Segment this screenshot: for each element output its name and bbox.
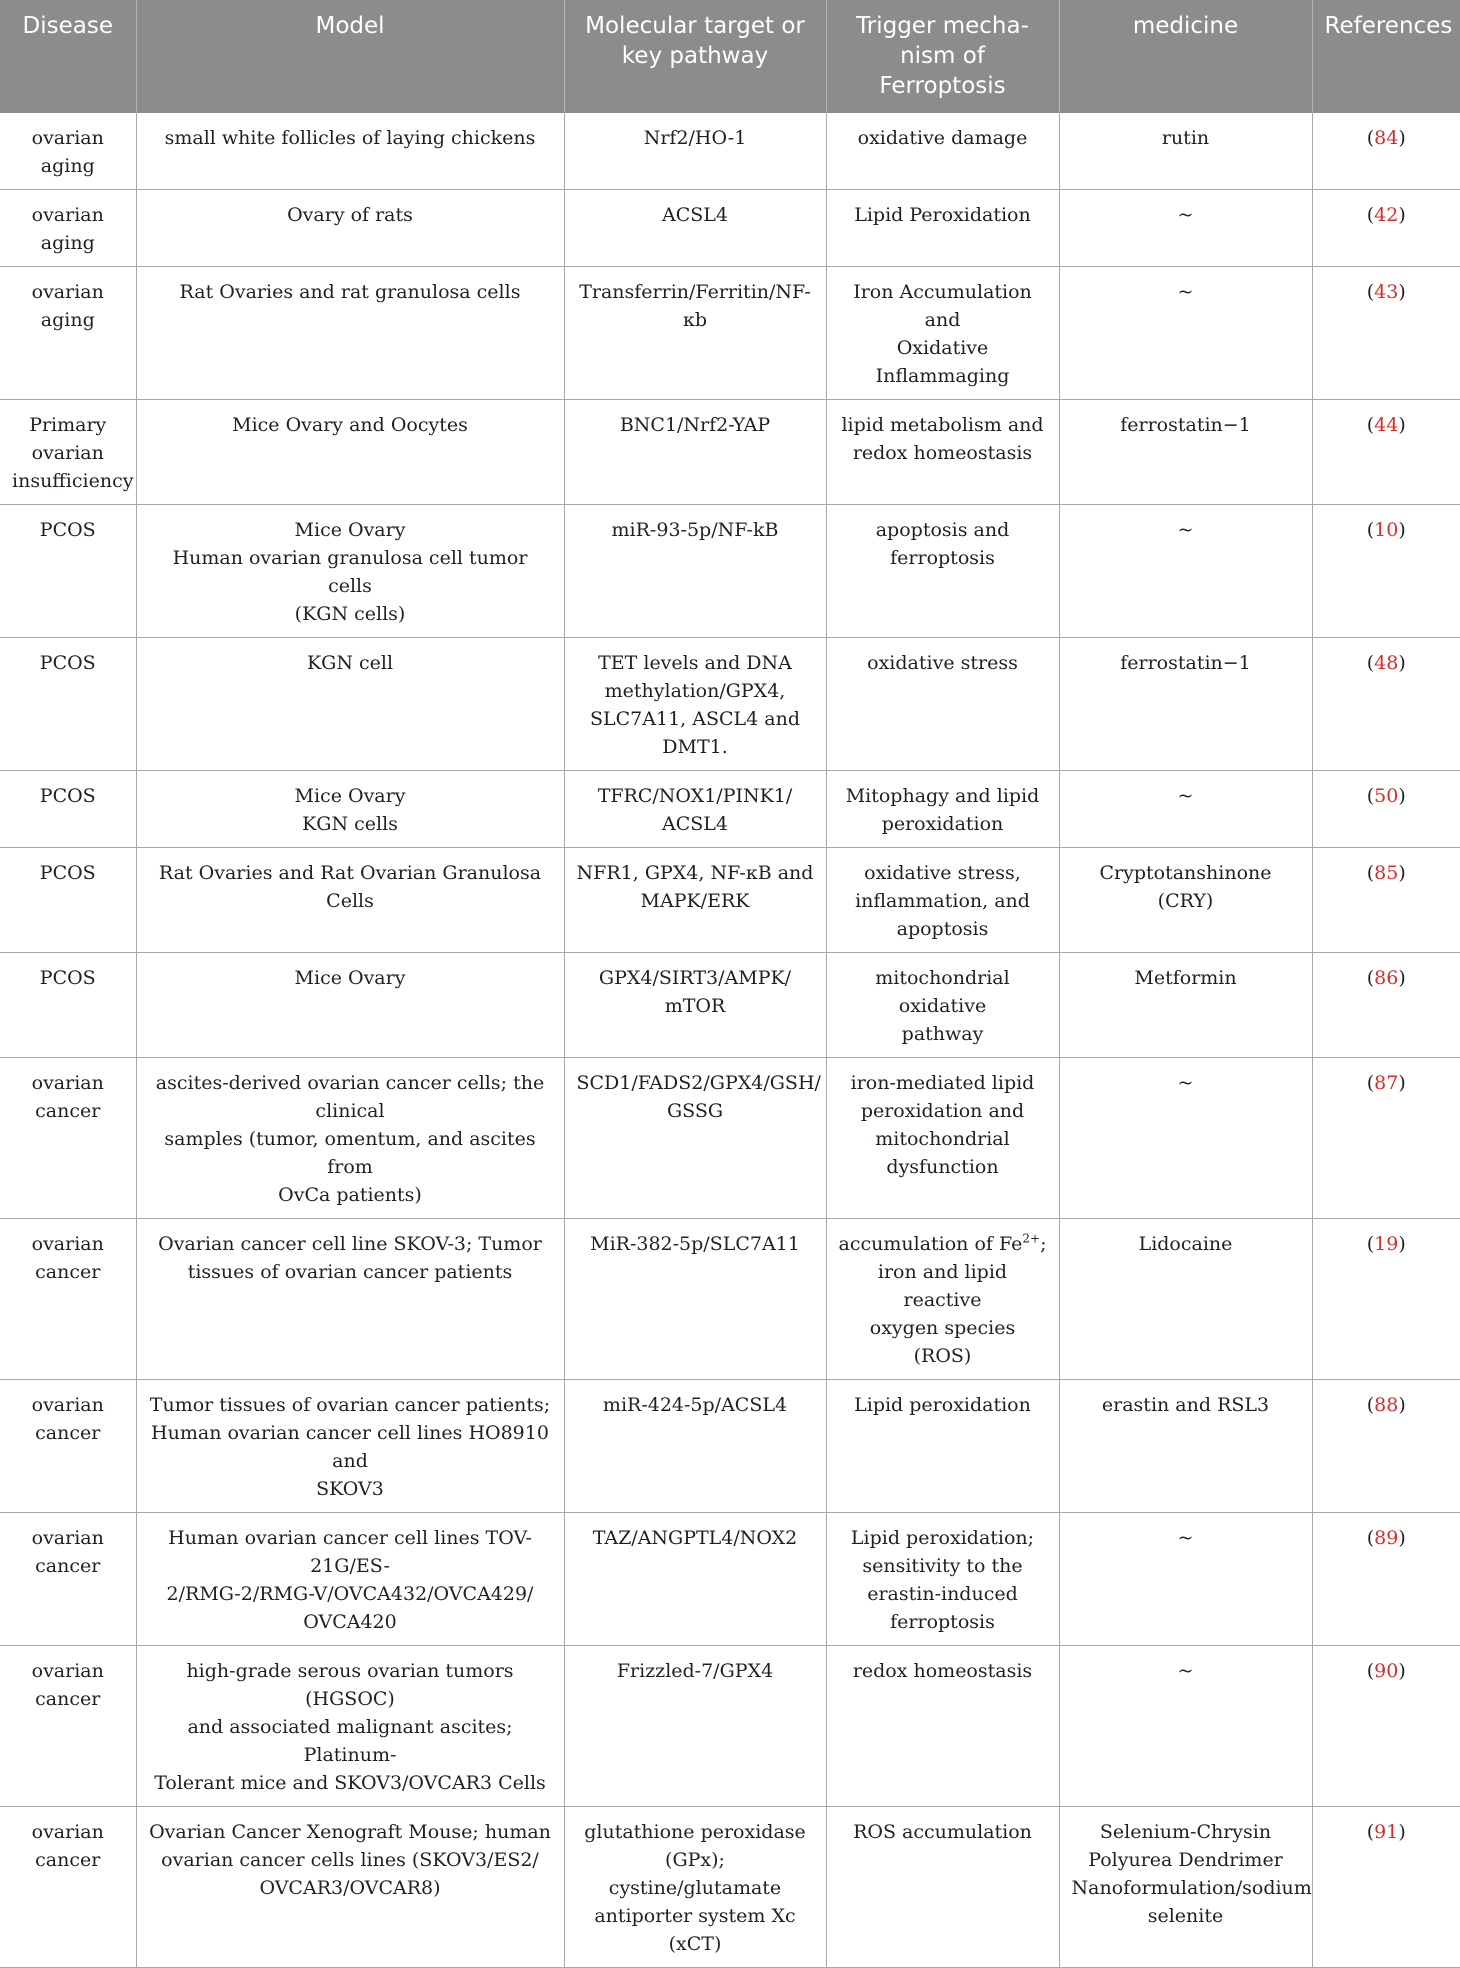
- reference-cell: [1312, 190, 1460, 267]
- trigger-cell-line: Iron Accumulation and: [853, 281, 1032, 331]
- model-cell-line: SKOV3: [316, 1478, 384, 1500]
- model-cell-line: OVCAR3/OVCAR8): [259, 1877, 441, 1899]
- medicine-cell-line: erastin and RSL3: [1101, 1394, 1270, 1416]
- disease-cell: [0, 505, 136, 638]
- paren: ): [1398, 204, 1406, 226]
- disease-cell: [0, 953, 136, 1058]
- disease-cell-line: aging: [40, 155, 95, 177]
- reference-cell: [1312, 1513, 1460, 1646]
- trigger-cell-line: sensitivity to the: [862, 1555, 1023, 1577]
- trigger-cell: [826, 1807, 1059, 1968]
- target-cell-line: Transferrin/Ferritin/NF-κb: [579, 281, 811, 331]
- target-cell: [564, 113, 826, 190]
- table-row: [0, 113, 1460, 190]
- reference-cell: [1312, 953, 1460, 1058]
- trigger-cell: [826, 113, 1059, 190]
- target-cell-line: Frizzled-7/GPX4: [616, 1660, 774, 1682]
- disease-cell-line: PCOS: [39, 652, 96, 674]
- target-cell-line: DMT1.: [662, 736, 728, 758]
- reference-link[interactable]: 91: [1374, 1821, 1399, 1843]
- disease-cell: [0, 1513, 136, 1646]
- medicine-cell-line: rutin: [1161, 127, 1210, 149]
- model-cell-line: KGN cells: [302, 813, 398, 835]
- reference-cell: [1312, 1646, 1460, 1807]
- header-references: References: [1312, 0, 1460, 113]
- medicine-cell: [1059, 1380, 1312, 1513]
- model-cell-line: Rat Ovaries and Rat Ovarian Granulosa Cells: [158, 862, 542, 912]
- medicine-cell-line: selenite: [1147, 1905, 1224, 1927]
- table-row: [0, 400, 1460, 505]
- reference-cell: [1312, 400, 1460, 505]
- disease-cell: [0, 638, 136, 771]
- model-cell: [136, 1380, 564, 1513]
- model-cell-line: Mice Ovary: [294, 519, 406, 541]
- paren: (: [1366, 414, 1375, 436]
- disease-cell: [0, 1646, 136, 1807]
- medicine-cell-line: Metformin: [1134, 967, 1237, 989]
- disease-cell: [0, 267, 136, 400]
- table-row: [0, 848, 1460, 953]
- model-cell-line: OvCa patients): [278, 1184, 422, 1206]
- target-cell: [564, 848, 826, 953]
- reference-cell: [1312, 1807, 1460, 1968]
- paren: ): [1398, 281, 1406, 303]
- header-trigger-line: Trigger mecha-: [856, 13, 1029, 39]
- paren: ): [1398, 967, 1406, 989]
- trigger-cell-line: Oxidative: [896, 337, 989, 359]
- model-cell: [136, 771, 564, 848]
- model-cell-line: Ovary of rats: [287, 204, 413, 226]
- medicine-cell-line: ferrostatin−1: [1120, 652, 1251, 674]
- trigger-cell: [826, 505, 1059, 638]
- disease-cell-line: PCOS: [39, 519, 96, 541]
- paren: ): [1398, 414, 1406, 436]
- reference-cell: [1312, 1219, 1460, 1380]
- header-molecular-line: key pathway: [621, 43, 769, 69]
- target-cell: [564, 1646, 826, 1807]
- disease-cell-line: ovarian: [31, 442, 104, 464]
- disease-cell-line: cancer: [35, 1849, 101, 1871]
- reference-link[interactable]: 19: [1374, 1233, 1399, 1255]
- medicine-cell: [1059, 505, 1312, 638]
- disease-cell-line: cancer: [35, 1555, 101, 1577]
- medicine-cell-line: ~: [1177, 1072, 1194, 1094]
- paren: (: [1366, 862, 1375, 884]
- target-cell: [564, 190, 826, 267]
- medicine-cell: [1059, 1646, 1312, 1807]
- disease-cell-line: PCOS: [39, 967, 96, 989]
- medicine-cell: [1059, 190, 1312, 267]
- header-molecular-target: [564, 0, 826, 113]
- disease-cell-line: PCOS: [39, 862, 96, 884]
- medicine-cell-line: Lidocaine: [1138, 1233, 1233, 1255]
- paren: ): [1398, 127, 1406, 149]
- paren: (: [1366, 519, 1375, 541]
- trigger-cell: [826, 953, 1059, 1058]
- header-row: [0, 0, 1460, 113]
- table-row: [0, 1646, 1460, 1807]
- model-cell-line: Human ovarian cancer cell lines HO8910 and: [151, 1422, 549, 1472]
- paren: (: [1366, 1527, 1375, 1549]
- disease-cell-line: ovarian: [31, 1660, 104, 1682]
- target-cell-line: BNC1/Nrf2-YAP: [619, 414, 771, 436]
- trigger-cell-line: redox homeostasis: [852, 442, 1033, 464]
- paren: ): [1398, 1527, 1406, 1549]
- target-cell: [564, 771, 826, 848]
- reference-link[interactable]: 84: [1374, 127, 1399, 149]
- disease-cell: [0, 113, 136, 190]
- disease-cell-line: ovarian: [31, 281, 104, 303]
- model-cell-line: ovarian cancer cells lines (SKOV3/ES2/: [161, 1849, 539, 1871]
- model-cell-line: Ovarian cancer cell line SKOV-3; Tumor: [158, 1233, 542, 1255]
- disease-cell-line: insufficiency: [12, 470, 134, 492]
- model-cell-line: KGN cell: [306, 652, 394, 674]
- trigger-cell: [826, 771, 1059, 848]
- trigger-cell-line: oxidative damage: [857, 127, 1028, 149]
- trigger-cell-line: Lipid peroxidation: [854, 1394, 1031, 1416]
- medicine-cell-line: ferrostatin−1: [1120, 414, 1251, 436]
- disease-cell-line: ovarian: [31, 1821, 104, 1843]
- medicine-cell-line: Selenium-Chrysin: [1099, 1821, 1272, 1843]
- model-cell-line: Rat Ovaries and rat granulosa cells: [179, 281, 521, 303]
- reference-cell: [1312, 113, 1460, 190]
- header-disease: Disease: [0, 0, 136, 113]
- trigger-text: accumulation of Fe: [838, 1233, 1023, 1255]
- reference-link[interactable]: 85: [1374, 862, 1399, 884]
- target-cell-line: (xCT): [668, 1933, 722, 1955]
- disease-cell-line: Primary: [29, 414, 107, 436]
- model-cell: [136, 113, 564, 190]
- table-row: [0, 190, 1460, 267]
- header-model: Model: [136, 0, 564, 113]
- disease-cell: [0, 771, 136, 848]
- trigger-cell-line: peroxidation and: [860, 1100, 1025, 1122]
- model-cell-line: small white follicles of laying chickens: [164, 127, 536, 149]
- target-cell-line: ACSL4: [662, 813, 728, 835]
- model-cell-line: Human ovarian granulosa cell tumor cells: [172, 547, 528, 597]
- target-cell: [564, 1219, 826, 1380]
- model-cell-line: ascites-derived ovarian cancer cells; the clinical: [155, 1072, 545, 1122]
- header-trigger-line: Ferroptosis: [879, 73, 1006, 99]
- table-header: [0, 0, 1460, 113]
- paren: (: [1366, 281, 1375, 303]
- model-cell-line: Tolerant mice and SKOV3/OVCAR3 Cells: [154, 1772, 546, 1794]
- medicine-cell-line: ~: [1177, 1527, 1194, 1549]
- header-medicine: medicine: [1059, 0, 1312, 113]
- medicine-cell: [1059, 1807, 1312, 1968]
- disease-cell-line: ovarian: [31, 1527, 104, 1549]
- reference-link[interactable]: 50: [1374, 785, 1399, 807]
- target-cell-line: NFR1, GPX4, NF-κB and: [576, 862, 814, 884]
- trigger-cell: [826, 1646, 1059, 1807]
- reference-link[interactable]: 43: [1374, 281, 1399, 303]
- paren: ): [1398, 519, 1406, 541]
- model-cell: [136, 1219, 564, 1380]
- reference-link[interactable]: 86: [1374, 967, 1399, 989]
- model-cell: [136, 638, 564, 771]
- medicine-cell: [1059, 953, 1312, 1058]
- model-cell: [136, 1807, 564, 1968]
- model-cell-line: Mice Ovary: [294, 785, 406, 807]
- table-row: [0, 1807, 1460, 1968]
- model-cell-line: OVCA420: [303, 1611, 397, 1633]
- table-row: [0, 953, 1460, 1058]
- disease-cell: [0, 1219, 136, 1380]
- target-cell: [564, 1807, 826, 1968]
- trigger-text: ;: [1040, 1233, 1047, 1255]
- medicine-cell-line: ~: [1177, 204, 1194, 226]
- trigger-cell: [826, 848, 1059, 953]
- target-cell-line: TET levels and DNA: [598, 652, 792, 674]
- disease-cell-line: ovarian: [31, 1072, 104, 1094]
- disease-cell-line: aging: [40, 232, 95, 254]
- model-cell-line: Human ovarian cancer cell lines TOV-21G/ES-: [168, 1527, 532, 1577]
- paren: ): [1398, 1394, 1406, 1416]
- medicine-cell: [1059, 638, 1312, 771]
- target-cell: [564, 1380, 826, 1513]
- disease-cell: [0, 848, 136, 953]
- model-cell: [136, 505, 564, 638]
- table-row: [0, 1380, 1460, 1513]
- trigger-cell-line: apoptosis: [896, 918, 989, 940]
- table-row: [0, 1058, 1460, 1219]
- trigger-cell-line: Lipid peroxidation;: [850, 1527, 1035, 1549]
- trigger-cell-line: Lipid Peroxidation: [854, 204, 1031, 226]
- disease-cell-line: cancer: [35, 1261, 101, 1283]
- medicine-cell-line: ~: [1177, 1660, 1194, 1682]
- model-cell-line: tissues of ovarian cancer patients: [187, 1261, 513, 1283]
- target-cell: [564, 400, 826, 505]
- target-cell-line: ACSL4: [662, 204, 728, 226]
- trigger-cell-line: ferroptosis: [890, 547, 995, 569]
- table-row: [0, 638, 1460, 771]
- disease-cell: [0, 1380, 136, 1513]
- paren: (: [1366, 1233, 1375, 1255]
- model-cell-line: Mice Ovary and Oocytes: [232, 414, 468, 436]
- disease-cell-line: ovarian: [31, 1394, 104, 1416]
- target-cell-line: methylation/GPX4,: [604, 680, 786, 702]
- target-cell-line: glutathione peroxidase: [584, 1821, 806, 1843]
- medicine-cell: [1059, 113, 1312, 190]
- trigger-cell-line: dysfunction: [886, 1156, 999, 1178]
- target-cell-line: Nrf2/HO-1: [643, 127, 747, 149]
- reference-cell: [1312, 848, 1460, 953]
- paren: ): [1398, 785, 1406, 807]
- header-molecular-line: Molecular target or: [585, 13, 805, 39]
- reference-link[interactable]: 42: [1374, 204, 1399, 226]
- reference-link[interactable]: 10: [1374, 519, 1399, 541]
- model-cell: [136, 1513, 564, 1646]
- paren: ): [1398, 1660, 1406, 1682]
- paren: (: [1366, 1394, 1375, 1416]
- model-cell-line: 2/RMG-2/RMG-V/OVCA432/OVCA429/: [166, 1583, 534, 1605]
- trigger-cell: [826, 1513, 1059, 1646]
- trigger-cell: [826, 190, 1059, 267]
- paren: ): [1398, 652, 1406, 674]
- trigger-cell-line: redox homeostasis: [852, 1660, 1033, 1682]
- medicine-cell: [1059, 848, 1312, 953]
- disease-cell-line: ovarian: [31, 204, 104, 226]
- medicine-cell: [1059, 1219, 1312, 1380]
- disease-cell: [0, 1807, 136, 1968]
- medicine-cell-line: Polyurea Dendrimer: [1088, 1849, 1283, 1871]
- trigger-cell-line: oxygen species (ROS): [869, 1317, 1016, 1367]
- trigger-cell-line: iron-mediated lipid: [850, 1072, 1035, 1094]
- trigger-cell-line: inflammation, and: [855, 890, 1030, 912]
- disease-cell-line: ovarian: [31, 127, 104, 149]
- medicine-cell-line: ~: [1177, 281, 1194, 303]
- reference-cell: [1312, 1058, 1460, 1219]
- trigger-cell-line: [839, 1230, 1047, 1258]
- trigger-cell: [826, 1380, 1059, 1513]
- trigger-cell-line: mitochondrial: [875, 1128, 1010, 1150]
- trigger-cell-line: mitochondrial oxidative: [875, 967, 1010, 1017]
- paren: (: [1366, 1660, 1375, 1682]
- target-cell-line: GSSG: [666, 1100, 724, 1122]
- trigger-cell-line: pathway: [901, 1023, 984, 1045]
- table-row: [0, 1513, 1460, 1646]
- model-cell-line: (KGN cells): [294, 603, 406, 625]
- trigger-cell-line: ROS accumulation: [853, 1821, 1032, 1843]
- medicine-cell: [1059, 1513, 1312, 1646]
- paren: (: [1366, 967, 1375, 989]
- trigger-cell: [826, 638, 1059, 771]
- model-cell-line: high-grade serous ovarian tumors (HGSOC): [186, 1660, 514, 1710]
- trigger-cell-line: iron and lipid reactive: [877, 1261, 1008, 1311]
- trigger-cell-line: apoptosis and: [875, 519, 1010, 541]
- table-row: [0, 1219, 1460, 1380]
- target-cell-line: SLC7A11, ASCL4 and: [590, 708, 800, 730]
- target-cell-line: MiR-382-5p/SLC7A11: [590, 1233, 800, 1255]
- disease-cell-line: cancer: [35, 1100, 101, 1122]
- paren: ): [1398, 1072, 1406, 1094]
- trigger-cell-line: ferroptosis: [890, 1611, 995, 1633]
- medicine-cell: [1059, 400, 1312, 505]
- medicine-cell: [1059, 771, 1312, 848]
- trigger-cell: [826, 267, 1059, 400]
- target-cell-line: TAZ/ANGPTL4/NOX2: [592, 1527, 798, 1549]
- reference-link[interactable]: 87: [1374, 1072, 1399, 1094]
- target-cell-line: SCD1/FADS2/GPX4/GSH/: [576, 1072, 821, 1094]
- disease-cell-line: PCOS: [39, 785, 96, 807]
- target-cell-line: antiporter system Xc: [594, 1905, 796, 1927]
- header-trigger-mechanism: [826, 0, 1059, 113]
- model-cell-line: and associated malignant ascites; Platinum-: [187, 1716, 513, 1766]
- disease-cell-line: cancer: [35, 1688, 101, 1710]
- paren: (: [1366, 1821, 1375, 1843]
- reference-link[interactable]: 44: [1374, 414, 1399, 436]
- target-cell: [564, 1058, 826, 1219]
- trigger-cell-line: Mitophagy and lipid: [845, 785, 1040, 807]
- target-cell-line: miR-93-5p/NF-kB: [611, 519, 779, 541]
- trigger-cell: [826, 400, 1059, 505]
- disease-cell: [0, 400, 136, 505]
- paren: (: [1366, 1072, 1375, 1094]
- target-cell: [564, 953, 826, 1058]
- superscript: 2+: [1022, 1231, 1041, 1246]
- trigger-cell: [826, 1058, 1059, 1219]
- model-cell-line: Tumor tissues of ovarian cancer patients;: [149, 1394, 551, 1416]
- target-cell: [564, 1513, 826, 1646]
- paren: ): [1398, 862, 1406, 884]
- disease-cell-line: cancer: [35, 1422, 101, 1444]
- reference-cell: [1312, 638, 1460, 771]
- header-trigger-line: nism of: [900, 43, 985, 69]
- target-cell: [564, 505, 826, 638]
- reference-cell: [1312, 267, 1460, 400]
- table-row: [0, 771, 1460, 848]
- reference-cell: [1312, 505, 1460, 638]
- table-row: [0, 505, 1460, 638]
- model-cell: [136, 1646, 564, 1807]
- target-cell-line: TFRC/NOX1/PINK1/: [597, 785, 793, 807]
- table-row: [0, 267, 1460, 400]
- target-cell-line: (GPx); cystine/glutamate: [608, 1849, 782, 1899]
- paren: (: [1366, 652, 1375, 674]
- model-cell-line: samples (tumor, omentum, and ascites from: [164, 1128, 536, 1178]
- medicine-cell: [1059, 267, 1312, 400]
- model-cell: [136, 953, 564, 1058]
- trigger-cell-line: lipid metabolism and: [841, 414, 1044, 436]
- paren: (: [1366, 785, 1375, 807]
- model-cell-line: Mice Ovary: [294, 967, 406, 989]
- model-cell: [136, 848, 564, 953]
- reference-cell: [1312, 1380, 1460, 1513]
- disease-cell: [0, 1058, 136, 1219]
- paren: (: [1366, 127, 1375, 149]
- target-cell-line: MAPK/ERK: [640, 890, 750, 912]
- disease-cell: [0, 190, 136, 267]
- trigger-cell-line: oxidative stress: [867, 652, 1018, 674]
- medicine-cell: [1059, 1058, 1312, 1219]
- trigger-cell-line: Inflammaging: [875, 365, 1010, 387]
- model-cell: [136, 400, 564, 505]
- target-cell-line: miR-424-5p/ACSL4: [602, 1394, 788, 1416]
- reference-link[interactable]: 90: [1374, 1660, 1399, 1682]
- target-cell: [564, 638, 826, 771]
- paren: (: [1366, 204, 1375, 226]
- target-cell: [564, 267, 826, 400]
- trigger-cell-line: oxidative stress,: [864, 862, 1021, 884]
- paren: ): [1398, 1821, 1406, 1843]
- medicine-cell-line: ~: [1177, 785, 1194, 807]
- reference-cell: [1312, 771, 1460, 848]
- model-cell-line: Ovarian Cancer Xenograft Mouse; human: [149, 1821, 551, 1843]
- trigger-cell-line: erastin-induced: [867, 1583, 1018, 1605]
- medicine-cell-line: Nanoformulation/sodium: [1071, 1877, 1312, 1899]
- disease-cell-line: aging: [40, 309, 95, 331]
- medicine-cell-line: ~: [1177, 519, 1194, 541]
- reference-link[interactable]: 89: [1374, 1527, 1399, 1549]
- disease-cell-line: ovarian: [31, 1233, 104, 1255]
- model-cell: [136, 267, 564, 400]
- model-cell: [136, 1058, 564, 1219]
- trigger-cell-line: peroxidation: [881, 813, 1004, 835]
- reference-link[interactable]: 88: [1374, 1394, 1399, 1416]
- target-cell-line: mTOR: [664, 995, 726, 1017]
- medicine-cell-line: Cryptotanshinone (CRY): [1099, 862, 1272, 912]
- table-body: [0, 113, 1460, 1968]
- trigger-cell: [826, 1219, 1059, 1380]
- paren: ): [1398, 1233, 1406, 1255]
- model-cell: [136, 190, 564, 267]
- target-cell-line: GPX4/SIRT3/AMPK/: [598, 967, 792, 989]
- reference-link[interactable]: 48: [1374, 652, 1399, 674]
